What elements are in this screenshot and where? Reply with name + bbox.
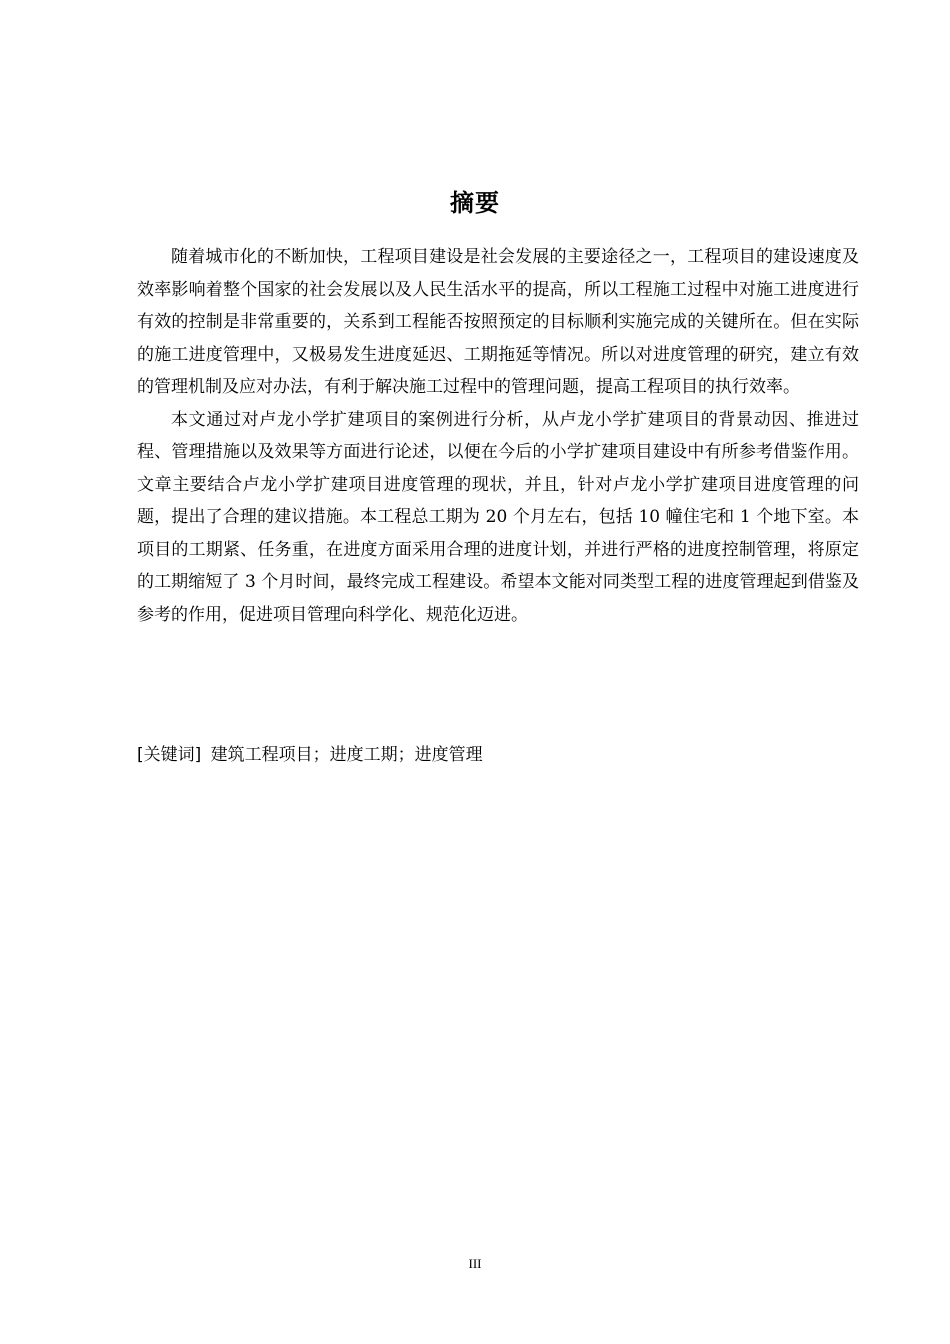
abstract-body — [137, 241, 859, 631]
keywords-value: 建筑工程项目；进度工期；进度管理 — [210, 745, 483, 765]
page-number: III — [468, 1256, 482, 1271]
keywords-label: [关键词] — [137, 745, 202, 765]
abstract-paragraph-2: 本文通过对卢龙小学扩建项目的案例进行分析，从卢龙小学扩建项目的背景动因、推进过程、管理措施以及效果等方面进行论述，以便在今后的小学扩建项目建设中有所参考借鉴作用。文章主要结合卢龙小学扩建项目进度管理的现状，并且，针对卢龙小学扩建项目进度管理的问题，提出了合理的建议措施。本工程总工期为 20 个月左右，包括 10 幢住宅和 1 个地下室。本项目的工期紧、任务重，在进度方面采用合理的进度计划，并进行严格的进度控制管理，将原定的工期缩短了 3 个月时间，最终完成工程建设。希望本文能对同类型工程的进度管理起到借鉴及参考的作用，促进项目管理向科学化、规范化迈进。 — [137, 409, 859, 625]
keywords-line — [137, 739, 859, 771]
abstract-paragraph-1: 随着城市化的不断加快，工程项目建设是社会发展的主要途径之一，工程项目的建设速度及效率影响着整个国家的社会发展以及人民生活水平的提高，所以工程施工过程中对施工进度进行有效的控制是非常重要的，关系到工程能否按照预定的目标顺利实施完成的关键所在。但在实际的施工进度管理中，又极易发生进度延迟、工期拖延等情况。所以对进度管理的研究，建立有效的管理机制及应对办法，有利于解决施工过程中的管理问题，提高工程项目的执行效率。 — [137, 247, 859, 397]
abstract-title: 摘要 — [450, 189, 500, 217]
